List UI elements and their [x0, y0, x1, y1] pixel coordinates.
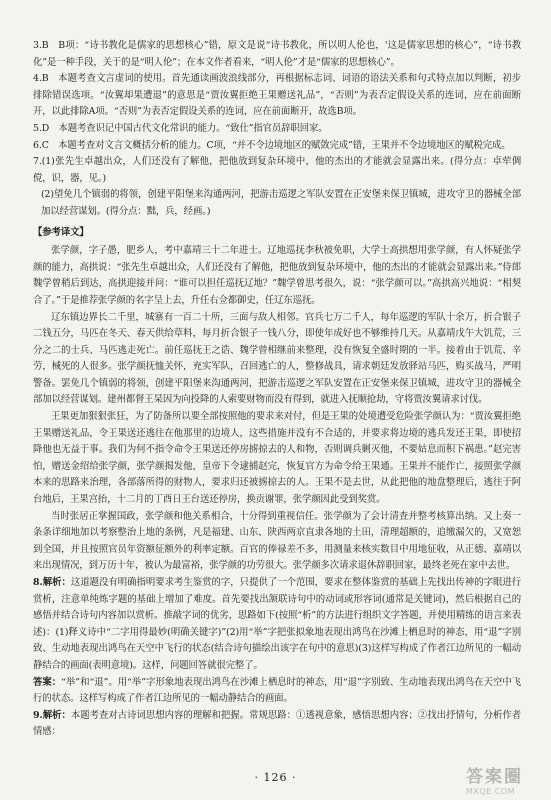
question-8-text: 这道题没有明确指明要求考生鉴赏的字，只提供了一个范围，要求在整体鉴赏的基础上先找出传神的字眼进行赏析，注意单纯炼字题的基础上增加了难度。首先要找出颔联诗句中的动词或形容词(通常是关键词)，然后根据自己的感悟并结合诗句内容加以赏析。推敲字词的优劣，思路如下(按照“析”的方法进行组织文字答题，并使用精练的语言来表述)：(1)释义诗中“二字用得最妙(明确关键字)”(2)用“举”字把张拟象地表现出鸿鸟在沙滩上栖息时的神态，用“退”字别致、生动地表现出鸿鸟在天空中飞行的状态(结合诗句描绘出该字在句中的意思)(3)这样写构成了作者江边所见的一幅动静结合的画面(表明意境)。这样，问题回答就很完整了。: [33, 577, 521, 671]
answer-item-3: 3.B B项：“诗书教化是儒家的思想核心”错，原文是说“诗书教化，所以明人伦也，'这是儒家思想的核心”，“诗书教化”是一种手段，关于的是“明人伦”；在本文作者看来，“明人伦”才是“儒家的思想核心”。: [33, 40, 521, 68]
translation-heading: 【参考译文】: [33, 226, 89, 238]
answer-item-7-2: (2)望免几个镇弱的将领，创建平阳堡来沟通两河，把游击巡逻之军队安置在正安堡来保卫镇城，进攻守卫的器械全部加以经营谋划。(得分点：黜，兵，经画。): [41, 189, 521, 217]
answer-content: [33, 38, 521, 741]
translation-paragraph: 张学颜，字子愚，肥乡人，考中嘉靖三十二年进士。辽地巡抚李秋被免职，大学士高拱想用张学颜，有人怀疑张学颜的能力，高拱说：“张先生卓越出众，人们还没有了解他，把他放到复杂环境中，他的杰出的才能就会显露出来。”侍郎魏学曾稍后到达，高拱迎接并问：“谁可以担任巡抚辽地？”魏学曾思考很久，说：“张学颜可以。”高拱高兴地说：“相契合了。”于是推荐张学颜的名字呈上去，升任右佥都御史，任辽东巡抚。: [33, 245, 521, 306]
watermark-title: 答案圈: [466, 767, 523, 787]
answer-item-5: 5.D 本题考查识记中国古代文化常识的能力。“致仕”指官员辞职回家。: [33, 122, 328, 134]
question-9-label: 9.解析：: [33, 709, 71, 721]
translation-paragraph: 辽东镇边界长二千里，城寨有一百二十所，三面与敌人相邻。官兵七万二千人，每年巡逻的军队十余万，折合银子二钱五分，马匹在冬天、春天供给草料，每月折合银子一钱八分，即使年成好也不够维持几天。从嘉靖戊午大饥荒，三分之二的士兵、马匹逃走死亡。前任巡抚王之诰、魏学曾相继前来整理，没有恢复全盛时期的一半。接着由于饥荒、辛劳，械死的人很多。张学颜抚恤关怀，充实军队，召回逃亡的人，整修战具，请求朝廷发放驿站马匹，购买战马，严明警备。罢免几个镇弱的将领，创建平阳堡来沟通两河，把游击巡逻之军队安置在正安堡来保卫镇城，进攻守卫的器械全部加以经营谋划。建州都督王杲因为向投降的人索要财物而没有得到，就进入抚顺抢劫，守将贾汝翼请求讨伐。: [33, 311, 521, 406]
translation-paragraph: 当时张居正掌握国政，张学颜和他关系相合，十分得到重视信任。张学颜为了会计清查并整考核算出纳。又上奏一条条详细地加以考察整治上地的条例，凡是福建、山东、陕西两京直隶各地的土田，清理超额的，追缴漏欠的，又宽恕到全国，并且按照官员年资额征额外的利率定额。百官的俸禄差不多，用测量来核实数目中用地征收，从正德、嘉靖以来出现情况，到万历十年，被认为最富裕，张学颜的功劳很大。张学颜多次请求退休辞职回家，最终老死在家中去世。: [33, 510, 521, 572]
question-8-answer: [33, 675, 521, 708]
question-8-analysis: [33, 575, 521, 675]
watermark-url: MXQE.COM: [466, 787, 516, 796]
question-9-text: 本题考查对古诗词思想内容的理解和把握。常规思路：①透视意象，感悟思想内容；②找出抒情句，分析作者情感：: [33, 709, 521, 738]
question-8-answer-text: “举”和“退”。用“举”字形象地表现出鸿鸟在沙滩上栖息时的神态，用“退”字别致、生动地表现出鸿鸟在天空中飞行的状态。这样写构成了作者江边所见的一幅动静结合的画面。: [33, 676, 522, 705]
answer-item-6: 6.C 本题考查对文言文概括分析的能力。C项，“并不令边境地区的赋敛完成”错，王果并不令边境地区的赋税完成。: [33, 139, 511, 151]
question-8-label: 8.解析：: [33, 577, 71, 588]
watermark-logo: [466, 762, 536, 798]
translation-paragraph: 王果更加狠狠张狂，为了防备所以要全部按照他的要求来对付，但是王果的处境遭受危险张学颜认为：“贾汝翼拒绝王果赠送礼品，令王果送还逃往在他那里的边境人，这些措施并没有不合适的，并要求将边境的逃兵发还王果，即使招降他也无益于事。我们为何不指令命令王果送还停房掳掠去的人和物，否则调兵剿灭他，不要姑息而积下祸患。”赵完害怕，赠送金绍给张学颜，张学颜揭发他，皇帝下令逮捕赵完，恢复官方为命令给王果通。王果并不能作亡，接照张学颜本来的思路来治理，各部落所得的财物人，要求归还被掳掠去的人。王果不是去世，从此把他的地盘整理后，逃往于阿台地后，王果宫抬，十二月的丁酉日王台送还停房，换贡谢罪，张学颜因此受到奖赏。: [33, 411, 521, 506]
answer-item-7-1: 7.(1)张先生卓越出众，人们还没有了解他，把他放到复杂环境中，他的杰出的才能就会显露出来。(得分点：卓荦倜傥，识，器，见。): [33, 156, 521, 184]
question-9-analysis: [33, 708, 521, 741]
answer-label: 答案：: [33, 676, 62, 688]
page-number: · 126 ·: [254, 771, 297, 784]
answer-item-4: 4.B 本题考查文言虚词的使用。首先通读画波浪线部分，再根据标志词、词语的语法关系和句式特点加以判断，初步排除错误选项。“汝翼却果遭退”的意思是“贾汝翼拒绝王果赠送礼品”，“否则”为表否定假设关系的连词，应在前面断开，以此排除A项。“否则”为表否定假设关系的连词，应在前面断开，故选B项。: [33, 73, 521, 118]
